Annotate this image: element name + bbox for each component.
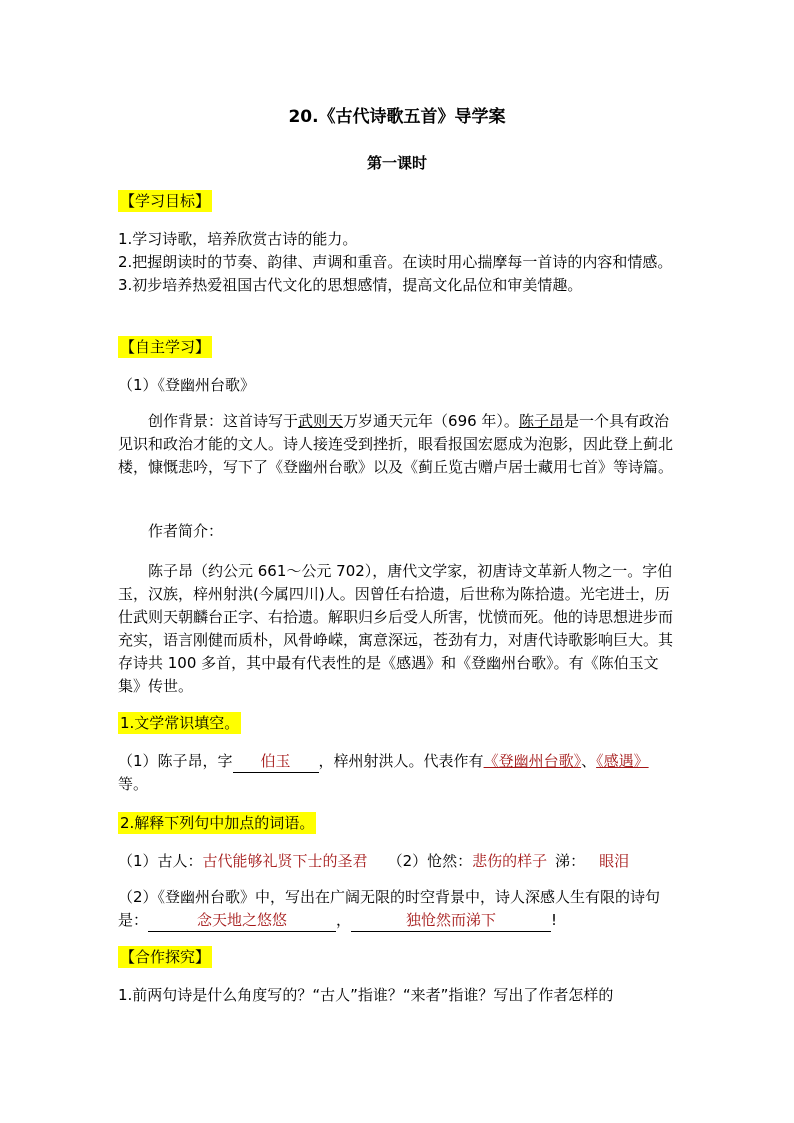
question-text: !	[551, 911, 558, 929]
q1-body	[118, 750, 678, 796]
answer-text: 悲伤的样子	[472, 852, 548, 870]
background-text: 是一个具有政治见识和政治才能的文人。诗人接连受到挫折，眼看报国宏愿成为泡影，因此登上蓟北楼，慷慨悲吟，写下了《登幽州台歌》以及《蓟丘览古赠卢居士藏用七首》等诗篇。	[118, 412, 674, 476]
coop-heading-row	[118, 946, 678, 969]
goals-heading-row	[118, 190, 678, 213]
question-text: （2）《登幽州台歌》中，写出在广阔无限的时空背景中，诗人深感人生有限的诗句是：	[118, 888, 661, 929]
goal-item: 1.学习诗歌，培养欣赏古诗的能力。	[118, 230, 358, 248]
q2-heading-row	[118, 812, 678, 835]
coop-heading: 【合作探究】	[120, 948, 211, 966]
q2-heading: 2.解释下列句中加点的词语。	[120, 814, 315, 832]
question-text: 等。	[118, 775, 149, 793]
goals-heading: 【学习目标】	[120, 192, 211, 210]
answer-text: 《感遇》	[596, 752, 649, 770]
question-text: 涕：	[555, 852, 586, 870]
q3-body	[118, 886, 678, 932]
question-text: （1）古人：	[118, 852, 203, 870]
underlined-name: 陈子昂	[518, 412, 564, 430]
question-text: ，	[336, 911, 352, 929]
answer-text: 《登幽州台歌》	[483, 752, 582, 770]
self-study-heading: 【自主学习】	[120, 338, 211, 356]
answer-blank: 伯玉	[233, 751, 319, 773]
poem-label: （1）《登幽州台歌》	[118, 376, 256, 394]
background-paragraph	[118, 410, 678, 479]
page-title: 20.《古代诗歌五首》导学案	[288, 107, 506, 127]
answer-blank: 独怆然而涕下	[351, 910, 551, 932]
q2-body	[118, 850, 678, 873]
underlined-name: 武则天	[298, 412, 344, 430]
answer-text: 眼泪	[599, 852, 630, 870]
question-text: （2）怆然：	[387, 852, 473, 870]
background-text: 创作背景：这首诗写于	[148, 412, 299, 430]
author-heading: 作者简介：	[148, 522, 224, 540]
self-study-heading-row	[118, 336, 678, 359]
author-paragraph: 陈子昂（约公元 661～公元 702），唐代文学家，初唐诗文革新人物之一。字伯玉，汉族，梓州射洪(今属四川)人。因曾任右拾遗，后世称为陈拾遗。光宅进士，历仕武则天朝麟台正字、右拾遗。解职归乡后受人所害，忧愤而死。他的诗思想进步而充实，语言刚健而质朴，风骨峥嵘，寓意深远，苍劲有力，对唐代诗歌影响巨大。其存诗共 100 多首，其中最有代表性的是《感遇》和《登幽州台歌》。有《陈伯玉文集》传世。	[118, 562, 674, 695]
question-text: ，梓州射洪人。代表作有	[318, 752, 484, 770]
answer-text: 古代能够礼贤下士的圣君	[202, 852, 368, 870]
goals-list	[118, 228, 678, 297]
goal-item: 2.把握朗读时的节奏、韵律、声调和重音。在读时用心揣摩每一首诗的内容和情感。	[118, 253, 673, 271]
question-text: 、	[581, 752, 597, 770]
q1-heading: 1.文学常识填空。	[120, 714, 240, 732]
page-subtitle: 第一课时	[366, 154, 427, 172]
answer-blank: 念天地之悠悠	[148, 910, 336, 932]
coop-question: 1.前两句诗是什么角度写的？“古人”指谁？“来者”指谁？写出了作者怎样的	[118, 986, 614, 1004]
q1-heading-row	[118, 712, 678, 735]
goal-item: 3.初步培养热爱祖国古代文化的思想感情，提高文化品位和审美情趣。	[118, 276, 583, 294]
background-text: 万岁通天元年（696 年）。	[343, 412, 519, 430]
question-text: （1）陈子昂，字	[118, 752, 233, 770]
